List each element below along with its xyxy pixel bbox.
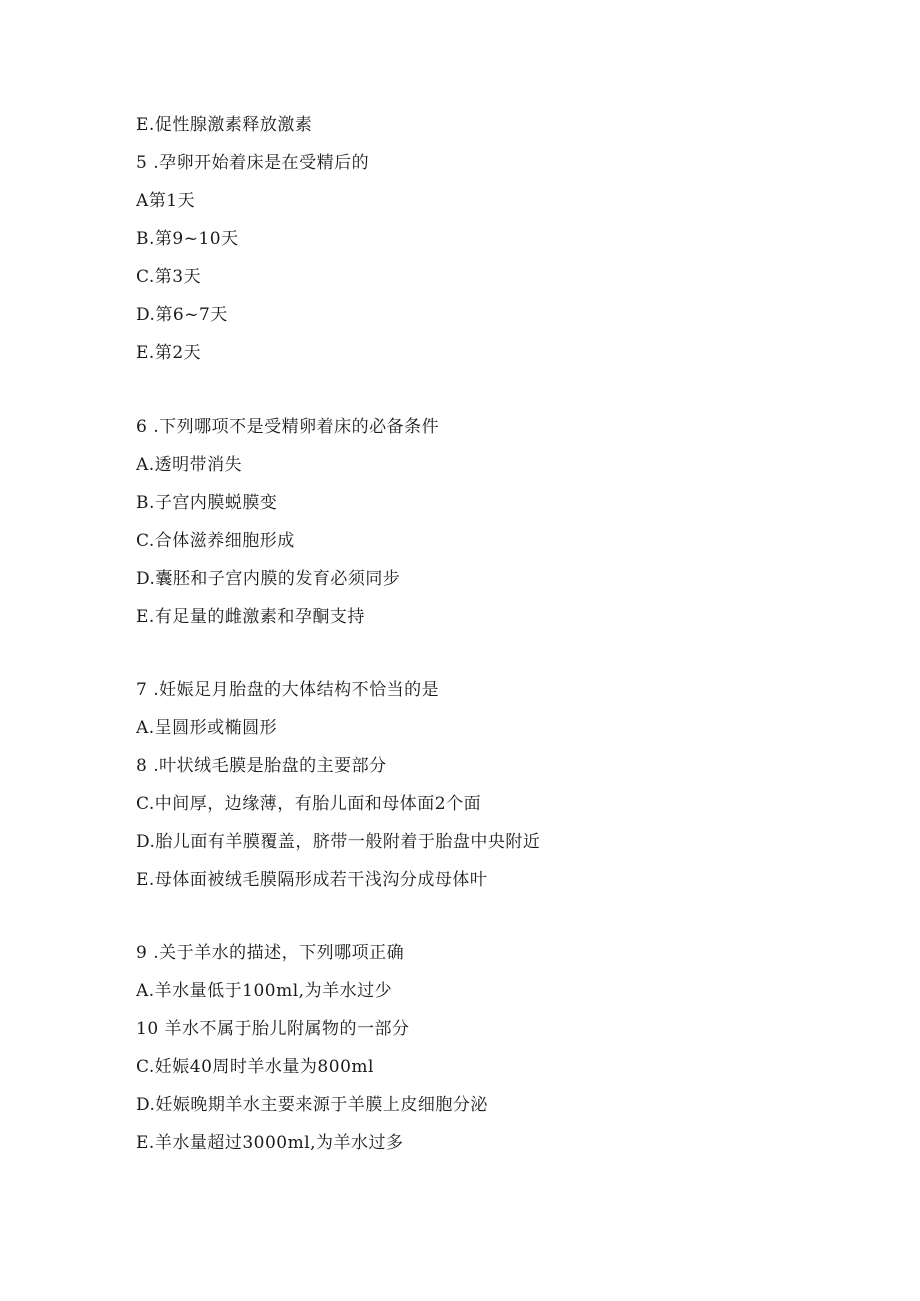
answer-option: E.有足量的雌激素和孕酮支持 xyxy=(136,607,365,627)
answer-option: D.囊胚和子宫内膜的发育必须同步 xyxy=(136,569,401,589)
answer-option: D.妊娠晚期羊水主要来源于羊膜上皮细胞分泌 xyxy=(136,1095,488,1115)
answer-option: C.合体滋养细胞形成 xyxy=(136,531,295,551)
answer-option: B.子宫内膜蜕膜变 xyxy=(136,493,278,513)
question-stem: 6 .下列哪项不是受精卵着床的必备条件 xyxy=(136,417,440,437)
answer-option: D.第6~7天 xyxy=(136,305,228,325)
answer-option: E.母体面被绒毛膜隔形成若干浅沟分成母体叶 xyxy=(136,870,488,890)
question-stem: 10 羊水不属于胎儿附属物的一部分 xyxy=(136,1019,410,1039)
question-stem: 9 .关于羊水的描述，下列哪项正确 xyxy=(136,943,405,963)
question-stem: 8 .叶状绒毛膜是胎盘的主要部分 xyxy=(136,756,387,776)
question-stem: 7 .妊娠足月胎盘的大体结构不恰当的是 xyxy=(136,680,440,700)
answer-option: A.透明带消失 xyxy=(136,455,243,475)
answer-option: D.胎儿面有羊膜覆盖，脐带一般附着于胎盘中央附近 xyxy=(136,832,541,852)
question-stem: 5 .孕卵开始着床是在受精后的 xyxy=(136,153,370,173)
answer-option: A第1天 xyxy=(136,191,196,211)
answer-option: E.羊水量超过3000ml,为羊水过多 xyxy=(136,1133,404,1153)
answer-option: C.第3天 xyxy=(136,267,202,287)
answer-option: C.中间厚，边缘薄，有胎儿面和母体面2个面 xyxy=(136,794,482,814)
answer-option: E.促性腺激素释放激素 xyxy=(136,115,313,135)
answer-option: A.呈圆形或椭圆形 xyxy=(136,718,278,738)
answer-option: C.妊娠40周时羊水量为800ml xyxy=(136,1057,374,1077)
answer-option: A.羊水量低于100ml,为羊水过少 xyxy=(136,981,393,1001)
answer-option: E.第2天 xyxy=(136,343,202,363)
answer-option: B.第9~10天 xyxy=(136,229,239,249)
